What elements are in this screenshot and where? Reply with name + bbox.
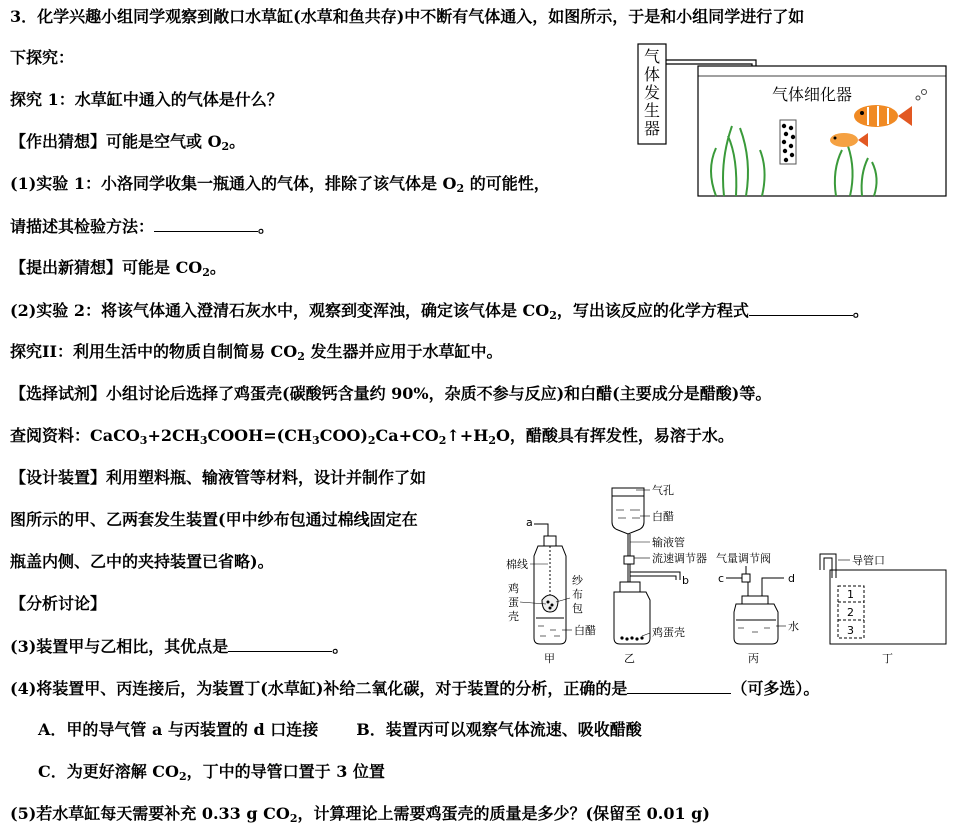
question-number: 3．: [10, 7, 38, 26]
s11d: 2: [367, 434, 376, 447]
text-l14: 瓶盖内侧、乙中的夹持装置已省略)。: [10, 552, 274, 571]
text-l4a: 【作出猜想】可能是空气或 O: [10, 132, 222, 151]
t-optc-a: C．为更好溶解 CO: [38, 762, 179, 781]
label-egg-3: 壳: [508, 610, 519, 623]
label-gauze-2: 布: [572, 588, 583, 601]
position-1: 1: [847, 588, 854, 601]
sub-l18: 2: [289, 812, 298, 825]
text-l10: 【选择试剂】小组讨论后选择了鸡蛋壳(碳酸钙含量约 90%，杂质不参与反应)和白醋(主要成分是醋酸)等。: [10, 384, 772, 403]
answer-blank-1[interactable]: [154, 215, 258, 232]
answer-blank-3[interactable]: [228, 635, 332, 652]
text-l17end: （可多选）。: [731, 679, 820, 698]
reagents-line: [10, 383, 771, 405]
answer-blank-2[interactable]: [749, 299, 853, 316]
question-3-line: [10, 635, 348, 658]
apparatus-figure: [496, 478, 956, 668]
label-a: a: [526, 516, 533, 529]
design-line-2: [10, 509, 418, 531]
hypothesis-line: [10, 131, 245, 153]
gas-refiner-label: 气体细化器: [772, 85, 853, 104]
text-l18a: (5)若水草缸每天需要补充 0.33 g CO: [10, 804, 290, 823]
apparatus-ding: [820, 554, 946, 644]
question-intro: 化学兴趣小组同学观察到敞口水草缸(水草和鱼共存)中不断有气体通入，如图所示，于是和小组同学进行了如: [37, 7, 805, 26]
label-valve: 气量调节阀: [716, 552, 771, 565]
sub-l4: 2: [221, 140, 230, 153]
question-4-line: [10, 677, 819, 700]
text-l16end: 。: [332, 637, 349, 656]
text-l3: 探究 1：水草缸中通入的气体是什么？: [10, 90, 283, 109]
text-l9b: 发生器并应用于水草缸中。: [304, 342, 503, 361]
text-l7b: 。: [209, 258, 226, 277]
aquarium-figure: [636, 40, 952, 198]
label-bing: 丙: [748, 652, 759, 665]
gen-char-3: 发: [644, 83, 661, 102]
design-line-3: [10, 551, 274, 573]
label-egg-1: 鸡: [508, 582, 519, 595]
explore-1-title: [10, 89, 283, 111]
text-l6: 请描述其检验方法：: [10, 217, 155, 236]
t11a: 查阅资料：CaCO: [10, 426, 140, 445]
text-l7a: 【提出新猜想】可能是 CO: [10, 258, 203, 277]
s11a: 3: [139, 434, 148, 447]
sub-l5: 2: [456, 182, 465, 195]
label-yi: 乙: [624, 652, 635, 665]
label-outlet: 导管口: [852, 554, 885, 567]
text-l8end: 。: [852, 301, 869, 320]
label-d: d: [788, 572, 795, 585]
text-l15: 【分析讨论】: [10, 594, 107, 613]
text-l6end: 。: [258, 217, 275, 236]
label-c: c: [718, 572, 725, 585]
text-l17: (4)将装置甲、丙连接后，为装置丁(水草缸)补给二氧化碳，对于装置的分析，正确的是: [10, 679, 628, 698]
reference-line: [10, 425, 734, 447]
text-l18b: ，计算理论上需要鸡蛋壳的质量是多少？(保留至 0.01 g): [297, 804, 710, 823]
sub-l8: 2: [549, 309, 557, 322]
label-egg-2: 蛋: [508, 596, 519, 609]
label-vinegar-2: 白醋: [652, 510, 674, 523]
t11g: O，醋酸具有挥发性，易溶于水。: [495, 426, 734, 445]
text-l16: (3)装置甲与乙相比，其优点是: [10, 637, 229, 656]
option-row-2: [38, 761, 385, 783]
label-gauze-3: 包: [572, 602, 583, 615]
new-hypothesis-line: [10, 257, 226, 279]
answer-blank-4[interactable]: [627, 677, 731, 694]
label-eggshell-2: 鸡蛋壳: [652, 626, 685, 639]
experiment-1-line: [10, 173, 550, 195]
gen-char-2: 体: [644, 65, 661, 84]
gen-char-1: 气: [644, 47, 661, 66]
text-l13: 图所示的甲、乙两套发生装置(甲中纱布包通过棉线固定在: [10, 510, 418, 529]
position-2: 2: [847, 606, 854, 619]
analysis-title: [10, 593, 106, 615]
option-c[interactable]: [38, 762, 385, 781]
s11c: 3: [312, 434, 320, 447]
label-cotton: 棉线: [506, 558, 528, 571]
option-a[interactable]: A．甲的导气管 a 与丙装置的 d 口连接: [38, 720, 319, 739]
text-l12: 【设计装置】利用塑料瓶、输液管等材料，设计并制作了如: [10, 468, 427, 487]
option-b[interactable]: B．装置丙可以观察气体流速、吸收醋酸: [356, 720, 642, 739]
s11f: 2: [488, 434, 496, 447]
question-line-2: [10, 47, 74, 69]
text-l9a: 探究II：利用生活中的物质自制简易 CO: [10, 342, 298, 361]
label-infusion-tube: 输液管: [652, 536, 685, 549]
t-optc-b: ，丁中的导管口置于 3 位置: [186, 762, 385, 781]
s-optc: 2: [178, 770, 187, 783]
label-b: b: [682, 574, 689, 587]
label-gauze-1: 纱: [572, 574, 583, 587]
t11f: ↑+H: [446, 426, 489, 445]
text-l4b: 。: [229, 132, 246, 151]
method-line: [10, 215, 274, 238]
label-jia: 甲: [544, 652, 555, 665]
s11b: 3: [199, 434, 208, 447]
question-line-1: [10, 6, 804, 28]
label-air-hole: 气孔: [652, 484, 674, 497]
label-flow-regulator: 流速调节器: [652, 552, 707, 565]
label-ding: 丁: [882, 652, 893, 665]
question-5-line: [10, 803, 710, 825]
explore-2-title: [10, 341, 502, 363]
t11e: Ca+CO: [375, 426, 439, 445]
text-l5a: (1)实验 1：小洛同学收集一瓶通入的气体，排除了该气体是 O: [10, 174, 457, 193]
t11b: +2CH: [147, 426, 200, 445]
label-vinegar-1: 白醋: [574, 624, 596, 637]
sub-l7: 2: [202, 266, 210, 279]
gen-char-5: 器: [644, 119, 661, 138]
text-l8a: (2)实验 2：将该气体通入澄清石灰水中，观察到变浑浊，确定该气体是 CO: [10, 301, 550, 320]
t11c: COOH=(CH: [207, 426, 313, 445]
experiment-2-line: [10, 299, 869, 322]
sub-l9: 2: [297, 350, 305, 363]
option-row-1: [38, 719, 642, 741]
text-l2: 下探究：: [10, 48, 75, 67]
text-l8b: ，写出该反应的化学方程式: [556, 301, 749, 320]
gen-char-4: 生: [644, 101, 661, 120]
label-water: 水: [788, 620, 799, 633]
s11e: 2: [438, 434, 447, 447]
design-line-1: [10, 467, 426, 489]
position-3: 3: [847, 624, 854, 637]
text-l5b: 的可能性，: [464, 174, 550, 193]
t11d: COO): [319, 426, 368, 445]
